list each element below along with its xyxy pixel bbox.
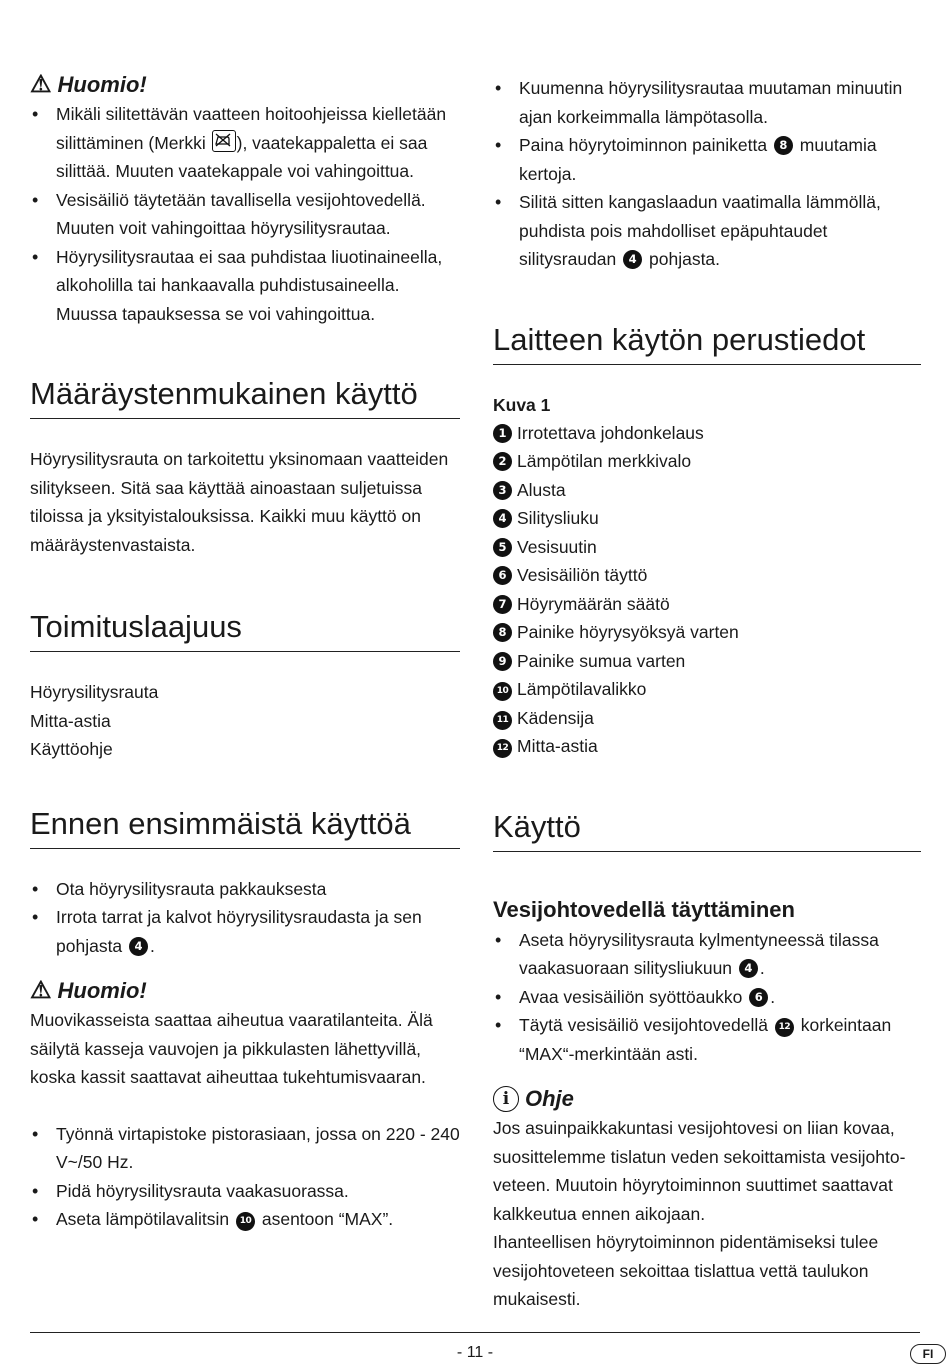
section-heading: Laitteen käytön perustiedot (493, 322, 921, 365)
part-item (493, 476, 921, 505)
part-number-badge: 5 (493, 538, 512, 557)
warning-icon: ⚠ (30, 71, 52, 98)
list-item: • Aseta höyrysilitysrauta kylmentyneessä tilassa vaakasuoraan silitysliukuun 4 . (493, 926, 921, 983)
right-column (493, 74, 921, 1314)
part-number-badge: 9 (493, 652, 512, 671)
list-item: • Työnnä virtapistoke pistorasiaan, jossa on 220 - 240 V~/50 Hz. (30, 1120, 460, 1177)
part-number-badge: 12 (493, 739, 512, 758)
list-item: • Ota höyrysilitysrauta pakkauksesta (30, 875, 460, 904)
section-heading: Määräystenmukainen käyttö (30, 376, 460, 419)
part-item (493, 675, 921, 704)
warning-heading: ⚠ Huomio! (30, 977, 147, 1004)
part-number-badge: 4 (493, 509, 512, 528)
part-item (493, 732, 921, 761)
usage-list (493, 926, 921, 1069)
list-item: • Kuumenna höyrysilitysrautaa muutaman minuutin ajan korkeimmalla lämpötasolla. (493, 74, 921, 131)
paragraph: Muovikasseista saattaa aiheutua vaaratilanteita. Älä säilytä kasseja vauvojen ja pikkulasten lähettyvillä, koska kassit saattavat aiheuttaa tukehtumisvaaran. (30, 1010, 433, 1087)
part-number-badge: 8 (493, 623, 512, 642)
part-label: Vesisäiliön täyttö (517, 565, 648, 585)
scope-list (30, 678, 460, 764)
section-heading: Ennen ensimmäistä käyttöä (30, 806, 460, 849)
list-item: • Täytä vesisäiliö vesijohtovedellä 12 korkeintaan “MAX“-merkintään asti. (493, 1011, 921, 1068)
part-item (493, 590, 921, 619)
section-heading: Käyttö (493, 809, 921, 852)
note-heading: i Ohje (493, 1086, 921, 1112)
part-number-badge: 4 (623, 250, 642, 269)
part-label: Vesisuutin (517, 536, 597, 557)
list-item: • Aseta lämpötilavalitsin 10 asentoon “MAX”. (30, 1205, 460, 1234)
page-number: - 11 - (456, 1344, 494, 1361)
left-column (30, 60, 460, 1234)
steps-list (30, 1120, 460, 1234)
part-number-badge: 10 (493, 682, 512, 701)
part-number-badge: 2 (493, 452, 512, 471)
list-item: • Silitä sitten kangaslaadun vaatimalla lämmöllä, puhdista pois mahdolliset epäpuhtaudet silitysraudan 4 pohjasta. (493, 188, 921, 274)
part-number-badge: 4 (739, 959, 758, 978)
list-item: • Pidä höyrysilitysrauta vaakasuorassa. (30, 1177, 460, 1206)
list-item: • Paina höyrytoiminnon painiketta 8 muutamia kertoja. (493, 131, 921, 188)
paragraph: Ihanteellisen höyrytoiminnon pidentämiseksi tulee vesijohtoveteen sekoittaa tislattua vettä taulukon mukaisesti. (493, 1232, 879, 1309)
part-item (493, 504, 921, 533)
part-item (493, 533, 921, 562)
part-number-badge: 4 (129, 937, 148, 956)
list-item: • Mikäli silitettävän vaatteen hoitoohjeissa kielletään silittäminen (Merkki ), vaatekappaletta ei saa silittää. Muuten vaatekappale voi vahingoittua. (30, 100, 460, 186)
language-badge: FI (910, 1344, 946, 1364)
parts-list (493, 419, 921, 761)
part-label: Painike sumua varten (517, 650, 686, 671)
list-item: • Irrota tarrat ja kalvot höyrysilitysraudasta ja sen pohjasta 4 . (30, 903, 460, 960)
warning-heading: ⚠ Huomio! (30, 71, 147, 98)
part-label: Kädensija (517, 707, 594, 728)
part-item (493, 704, 921, 733)
list-item: Höyrysilitysrauta (30, 682, 159, 702)
part-number-badge: 1 (493, 424, 512, 443)
part-number-badge: 8 (774, 136, 793, 155)
list-item: Käyttöohje (30, 739, 113, 759)
list-item: Mitta-astia (30, 710, 111, 731)
continued-list (493, 74, 921, 274)
warning-icon: ⚠ (30, 977, 52, 1004)
part-label: Painike höyrysyöksyä varten (517, 622, 739, 642)
first-use-list (30, 875, 460, 961)
part-item (493, 561, 921, 590)
part-label: Irrotettava johdonkelaus (517, 422, 704, 443)
part-item (493, 419, 921, 448)
part-label: Lämpötilavalikko (517, 679, 647, 699)
part-item (493, 618, 921, 647)
list-item: • Vesisäiliö täytetään tavallisella vesijohtovedellä. Muuten voit vahingoittaa höyrysilitysrautaa. (30, 186, 460, 243)
part-number-badge: 11 (493, 711, 512, 730)
part-label: Mitta-astia (517, 736, 598, 756)
part-label: Lämpötilan merkkivalo (517, 451, 692, 471)
section-heading: Toimituslaajuus (30, 609, 460, 652)
subsection-heading: Vesijohtovedellä täyttäminen (493, 896, 795, 922)
part-item (493, 447, 921, 476)
no-ironing-icon (212, 130, 236, 152)
part-label: Silitysliuku (517, 508, 599, 528)
part-number-badge: 6 (749, 988, 768, 1007)
paragraph: Höyrysilitysrauta on tarkoitettu yksinomaan vaatteiden silitykseen. Sitä saa käyttää ainoastaan suljetuissa tiloissa ja yksityistalouksissa. Kaikki muu käyttö on määräystenvastaista. (30, 449, 449, 555)
part-number-badge: 10 (236, 1212, 255, 1231)
figure-label: Kuva 1 (493, 394, 551, 415)
part-number-badge: 7 (493, 595, 512, 614)
list-item: • Höyrysilitysrautaa ei saa puhdistaa liuotinaineella, alkoholilla tai hankaavalla puhdistusaineella. Muussa tapauksessa se voi vahingoittua. (30, 243, 460, 329)
part-number-badge: 6 (493, 566, 512, 585)
footer-divider (30, 1332, 920, 1333)
paragraph: Jos asuinpaikkakuntasi vesijohtovesi on liian kovaa, suosittelemme tislatun veden sekoittamista vesijohtoveteen. Muutoin höyrytoiminnon suuttimet saattavat kalkkeutua ennen aikojaan. (493, 1118, 906, 1224)
warning-list (30, 100, 460, 328)
part-label: Höyrymäärän säätö (517, 593, 670, 614)
part-label: Alusta (517, 479, 566, 500)
part-number-badge: 12 (775, 1018, 794, 1037)
part-item (493, 647, 921, 676)
part-number-badge: 3 (493, 481, 512, 500)
info-icon: i (493, 1086, 519, 1112)
list-item: • Avaa vesisäiliön syöttöaukko 6 . (493, 983, 921, 1012)
